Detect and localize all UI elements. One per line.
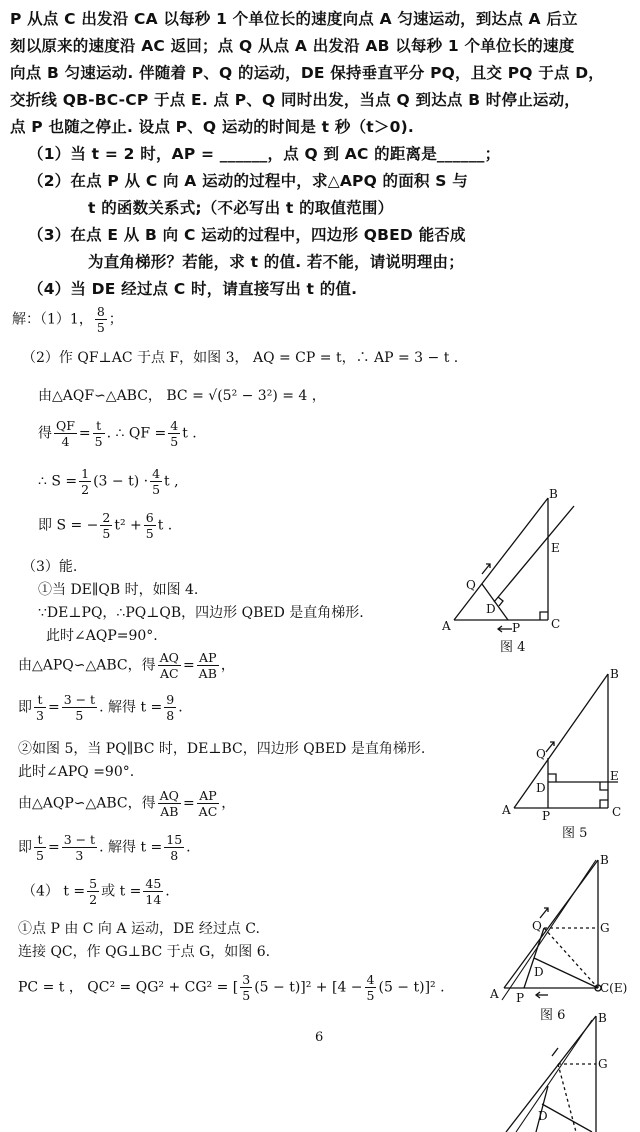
solution-3-sim2: 由△AQP∽△ABC，得 $\frac{AQ}{AB}$ = $\frac{AP}{AC}$ ， [18, 788, 236, 819]
solution-3-eq2: 即 $\frac{t}{5}$ = $\frac{3 - t}{3}$ . 解得 t = $\frac{15}{8}$ . [18, 832, 191, 863]
label-q: Q [532, 919, 542, 933]
label-b: B [598, 1011, 607, 1025]
figure-4-caption: 图 4 [500, 640, 526, 655]
label-d: D [536, 781, 546, 795]
label-b: B [610, 667, 619, 681]
label-ce: C(E) [600, 981, 628, 995]
text: ； [108, 311, 123, 328]
solution-3-line6: 此时∠APQ =90°. [18, 764, 135, 780]
solution-3-line5: ②如图 5，当 PQ∥BC 时，DE⊥BC，四边形 QBED 是直角梯形. [18, 741, 426, 757]
label-g: G [600, 921, 610, 935]
label-d: D [538, 1109, 548, 1123]
figure-7-partial [496, 1010, 632, 1132]
label-p: P [512, 621, 521, 634]
label-a: A [502, 803, 511, 817]
figure-4 [436, 486, 586, 634]
problem-line: 向点 B 匀速运动. 伴随着 P、Q 的运动，DE 保持垂直平分 PQ，且交 PQ 于点 D， [10, 64, 604, 82]
figure-5 [500, 664, 630, 820]
solution-3-line2: ①当 DE∥QB 时，如图 4. [38, 582, 199, 598]
label-q: Q [536, 747, 546, 761]
label-e: E [551, 541, 560, 555]
solution-2-line1: （2）作 QF⊥AC 于点 F，如图 3， AQ = CP = t，∴ AP = 3 − t . [22, 350, 459, 366]
label-d: D [486, 602, 496, 616]
label-c: C [551, 617, 561, 631]
question-2-cont: t 的函数关系式;（不必写出 t 的取值范围） [88, 199, 394, 217]
question-1: （1）当 t = 2 时，AP = ______，点 Q 到 AC 的距离是______； [28, 145, 501, 163]
figure-5-caption: 图 5 [562, 826, 588, 841]
figure-6 [488, 852, 632, 1002]
solution-2-derive: 得 $\frac{QF}{4}$ = $\frac{t}{5}$ . ∴ QF = $\frac{4}{5}$ t . [38, 418, 197, 449]
label-q: Q [466, 578, 476, 592]
solution-4: （4） t = $\frac{5}{2}$ 或 t = $\frac{45}{14}$ . [22, 876, 170, 907]
label-g: G [598, 1057, 608, 1071]
problem-line: 点 P 也随之停止. 设点 P、Q 运动的时间是 t 秒（t＞0). [10, 118, 414, 136]
problem-line: P 从点 C 出发沿 CA 以每秒 1 个单位长的速度向点 A 匀速运动，到达点 A 后立 [10, 10, 578, 28]
label-c: C [612, 805, 622, 819]
solution-2-area: ∴ S = $\frac{1}{2}$ (3 − t) · $\frac{4}{5}$ t , [38, 466, 179, 497]
label-a: A [490, 987, 499, 1001]
label-b: B [549, 487, 558, 501]
label-e: E [610, 769, 619, 783]
question-3-cont: 为直角梯形？若能，求 t 的值. 若不能，请说明理由； [88, 253, 464, 271]
figure-6-caption: 图 6 [540, 1008, 566, 1023]
solution-3-line3: ∵DE⊥PQ，∴PQ⊥QB，四边形 QBED 是直角梯形. [38, 605, 364, 621]
question-4: （4）当 DE 经过点 C 时，请直接写出 t 的值. [28, 280, 358, 298]
label-a: A [442, 619, 451, 633]
text: 解：（1）1， [12, 311, 93, 328]
solution-3-line4: 此时∠AQP=90°. [46, 628, 158, 644]
label-p: P [542, 809, 551, 820]
solution-2-line2: 由△AQF∽△ABC， BC = √(5² − 3²) = 4 ， [38, 388, 326, 404]
problem-line: 刻以原来的速度沿 AC 返回；点 Q 从点 A 出发沿 AB 以每秒 1 个单位长的速度 [10, 37, 575, 55]
solution-3-line1: （3）能. [22, 559, 78, 575]
label-b: B [600, 853, 609, 867]
solution-2-result: 即 S = − $\frac{2}{5}$ t² + $\frac{6}{5}$ t . [38, 510, 173, 541]
question-2: （2）在点 P 从 C 向 A 运动的过程中，求△APQ 的面积 S 与 [28, 172, 468, 190]
solution-4-line2: ①点 P 由 C 向 A 运动，DE 经过点 C. [18, 921, 260, 937]
page-number: 6 [315, 1030, 324, 1045]
solution-1 [12, 304, 123, 335]
label-d: D [534, 965, 544, 979]
problem-statement [10, 6, 632, 303]
fraction: $\frac{8}{5}$ [96, 304, 105, 335]
label-p: P [516, 991, 525, 1002]
solution-3-eq1: 即 $\frac{t}{3}$ = $\frac{3 - t}{5}$ . 解得 t = $\frac{9}{8}$ . [18, 692, 183, 723]
problem-line: 交折线 QB-BC-CP 于点 E. 点 P、Q 同时出发，当点 Q 到达点 B 时停止运动， [10, 91, 581, 109]
solution-4-line3: 连接 QC，作 QG⊥BC 于点 G，如图 6. [18, 944, 271, 960]
question-3: （3）在点 E 从 B 向 C 运动的过程中，四边形 QBED 能否成 [28, 226, 466, 244]
solution-4-line4: PC = t ， QC² = QG² + CG² = [ $\frac{3}{5}$ (5 − t)]² + [4 − $\frac{4}{5}$ (5 − t)]² . [18, 972, 445, 1003]
solution-3-sim1: 由△APQ∽△ABC，得 $\frac{AQ}{AC}$ = $\frac{AP}{AB}$ ， [18, 650, 235, 681]
